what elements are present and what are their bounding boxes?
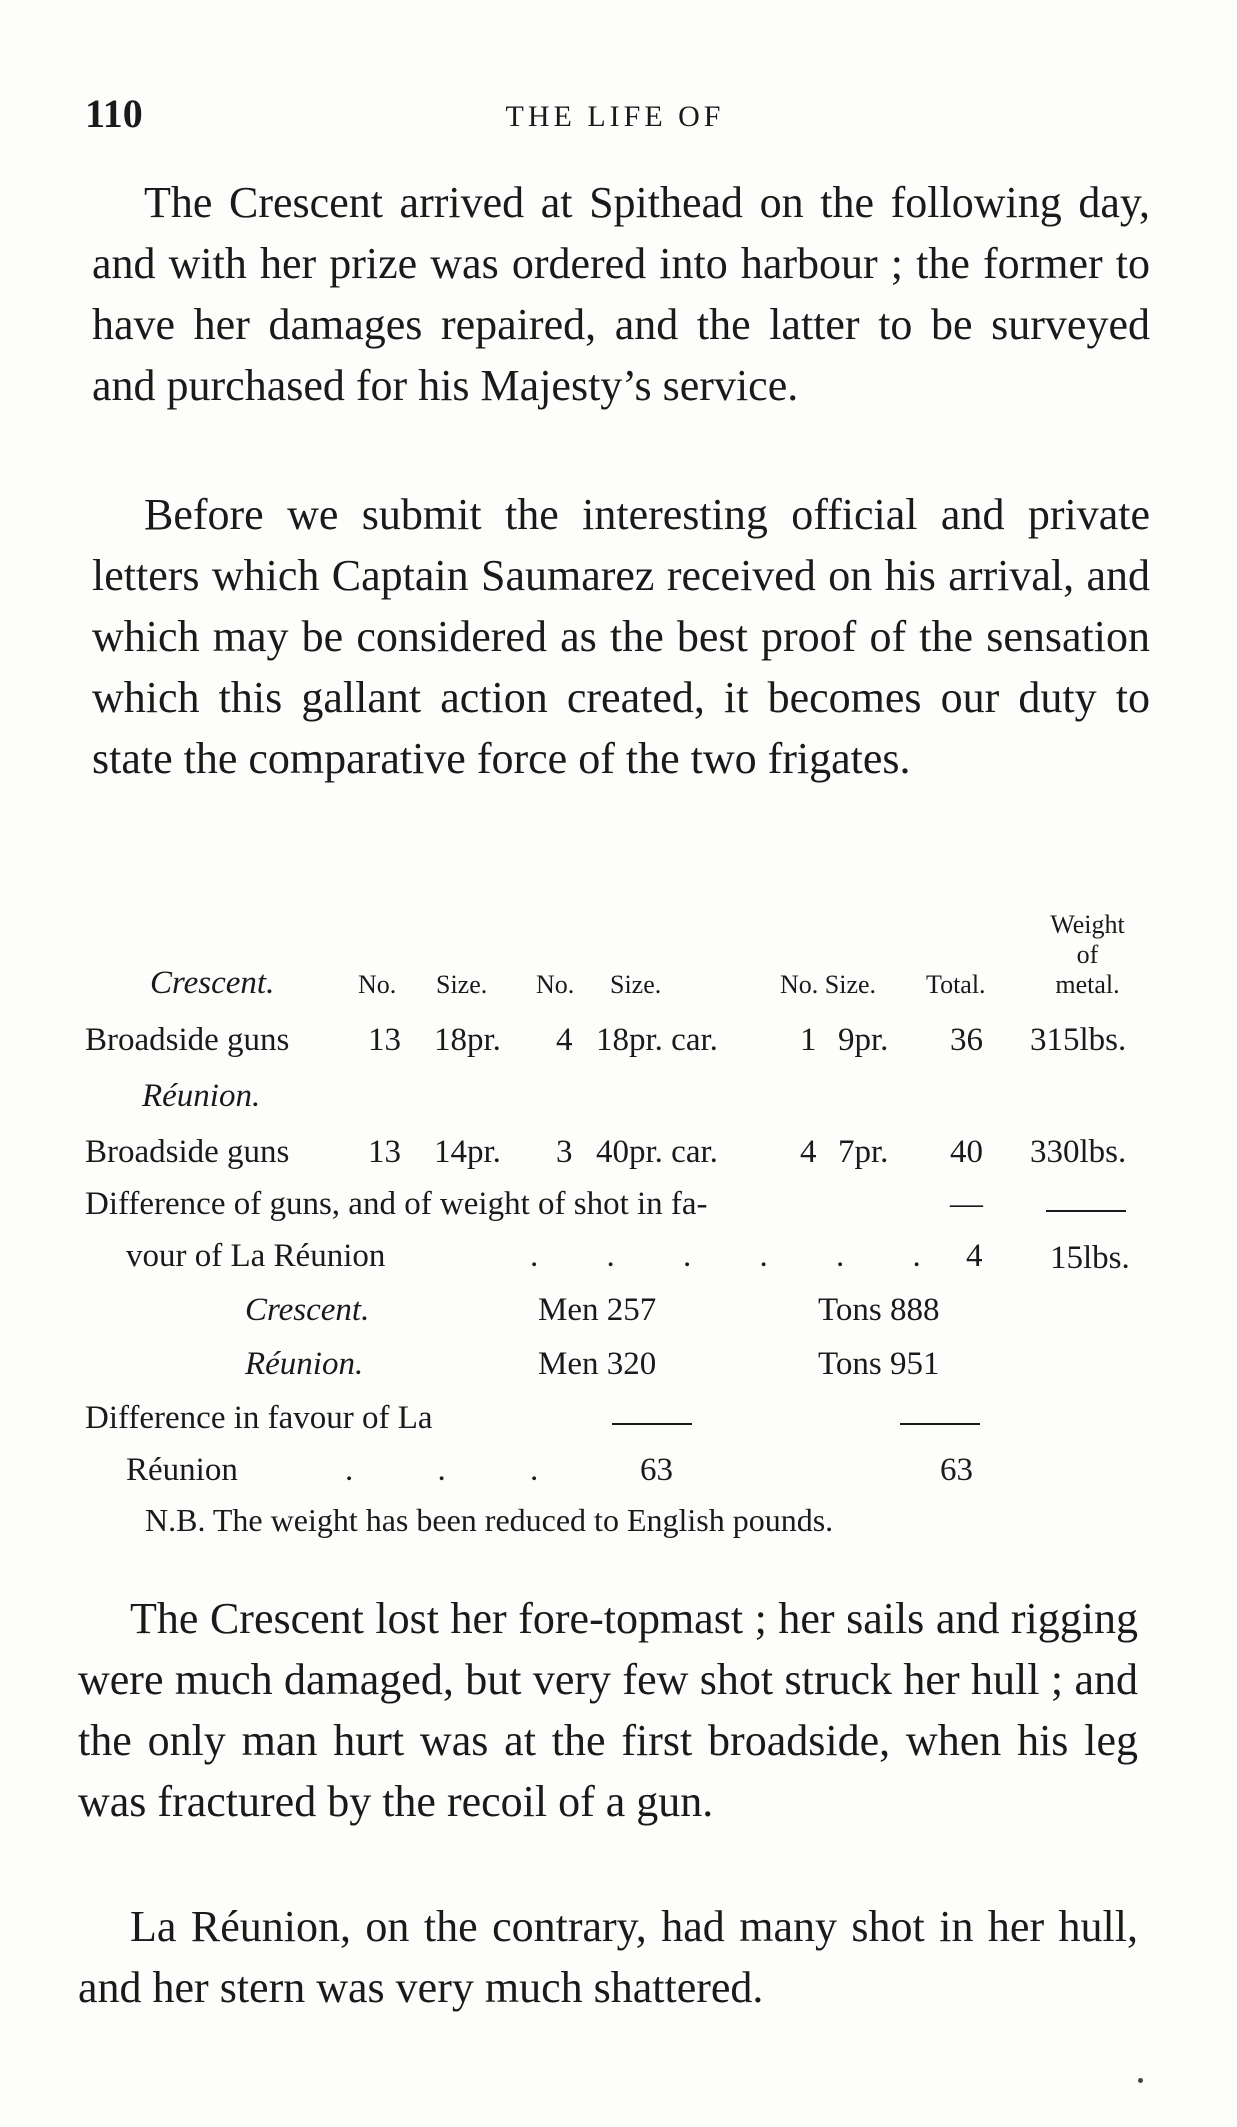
- paragraph-4: La Réunion, on the contrary, had many shot in her hull, and her stern was very much shattered.: [78, 1902, 1138, 2012]
- men-tons-reunion-label: Réunion.: [245, 1346, 364, 1382]
- header-size-1: Size.: [436, 970, 488, 999]
- difference-guns-line-2: vour of La Réunion: [126, 1238, 386, 1274]
- reunion-size-1: 14pr.: [434, 1134, 501, 1170]
- difference-men-tons-line-2: Réunion: [126, 1452, 238, 1488]
- crescent-row-label: Broadside guns: [85, 1022, 290, 1058]
- header-no-1: No.: [358, 970, 397, 999]
- header-no-2: No.: [536, 970, 575, 999]
- men-rule: [612, 1423, 692, 1425]
- reunion-no-2: 3: [556, 1134, 573, 1170]
- difference-men: 63: [640, 1452, 673, 1488]
- crescent-no-1: 13: [368, 1022, 401, 1058]
- crescent-size-3: 9pr.: [838, 1022, 889, 1058]
- tons-rule: [900, 1423, 980, 1425]
- header-no-size-3: No. Size.: [780, 970, 877, 999]
- crescent-weight: 315lbs.: [1030, 1022, 1127, 1058]
- crescent-size-2: 18pr. car.: [596, 1022, 718, 1058]
- weight-rule: [1046, 1210, 1126, 1212]
- header-size-2: Size.: [610, 970, 662, 999]
- paragraph-2: Before we submit the interesting official and private letters which Captain Saumarez received on his arrival, and which may be considered as the best proof of the sensation which this gallant action created, it becomes our duty to state the comparative force of the two frigates.: [92, 490, 1150, 783]
- reunion-tons: Tons 951: [818, 1346, 940, 1382]
- crescent-no-2: 4: [556, 1022, 573, 1058]
- crescent-size-1: 18pr.: [434, 1022, 501, 1058]
- print-speck: [1138, 2078, 1143, 2083]
- reunion-men: Men 320: [538, 1346, 657, 1382]
- difference-guns-line-1: Difference of guns, and of weight of shot in fa-: [85, 1186, 708, 1222]
- reunion-no-3: 4: [800, 1134, 817, 1170]
- difference-total: 4: [966, 1238, 983, 1274]
- reunion-size-3: 7pr.: [838, 1134, 889, 1170]
- crescent-no-3: 1: [800, 1022, 817, 1058]
- reunion-label: Réunion.: [142, 1078, 261, 1114]
- page-header: [85, 90, 1145, 150]
- difference-tons: 63: [940, 1452, 973, 1488]
- crescent-men: Men 257: [538, 1292, 657, 1328]
- difference-total-dash: —: [950, 1186, 983, 1222]
- difference-men-tons-dots: . . .: [345, 1452, 577, 1488]
- paragraph-1: The Crescent arrived at Spithead on the following day, and with her prize was ordered into harbour ; the former to have her damages repaired, and the latter to be surveyed and purchased for his Majesty’s service.: [92, 178, 1150, 410]
- weight-header-line-3: metal.: [1055, 970, 1120, 999]
- header-crescent: Crescent.: [150, 965, 275, 1001]
- crescent-total: 36: [950, 1022, 983, 1058]
- running-head: THE LIFE OF: [505, 100, 725, 133]
- difference-men-tons-line-1: Difference in favour of La: [85, 1400, 433, 1436]
- reunion-row-label: Broadside guns: [85, 1134, 290, 1170]
- crescent-tons: Tons 888: [818, 1292, 940, 1328]
- weight-header-line-2: of: [1076, 940, 1099, 969]
- footnote: N.B. The weight has been reduced to English pounds.: [145, 1502, 834, 1538]
- difference-guns-dots: . . . . . .: [530, 1238, 951, 1274]
- reunion-no-1: 13: [368, 1134, 401, 1170]
- reunion-size-2: 40pr. car.: [596, 1134, 718, 1170]
- weight-header-line-1: Weight: [1050, 910, 1125, 939]
- paragraph-3: The Crescent lost her fore-topmast ; her sails and rigging were much damaged, but very few shot struck her hull ; and the only man hurt was at the first broadside, when his leg was fractured by the recoil of a gun.: [78, 1594, 1138, 1826]
- reunion-weight: 330lbs.: [1030, 1134, 1127, 1170]
- reunion-total: 40: [950, 1134, 983, 1170]
- difference-weight: 15lbs.: [1050, 1240, 1130, 1276]
- header-total: Total.: [926, 970, 986, 999]
- page-number: 110: [85, 91, 143, 136]
- men-tons-crescent-label: Crescent.: [245, 1292, 370, 1328]
